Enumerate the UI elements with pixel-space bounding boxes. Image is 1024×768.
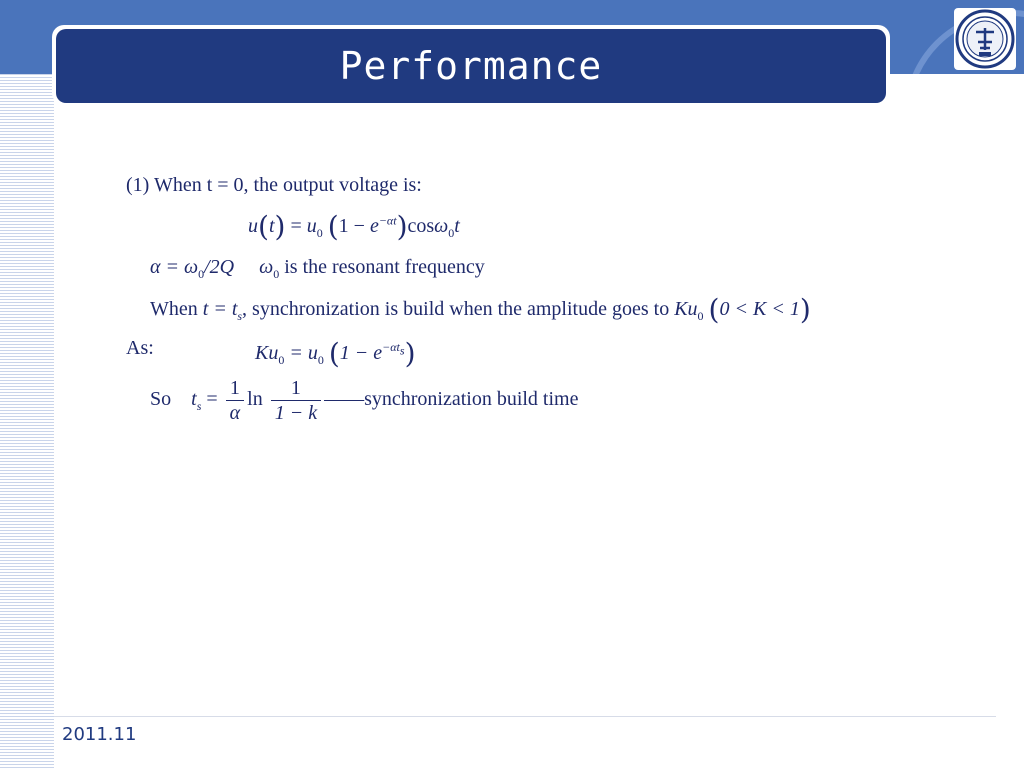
voltage-equation: $u(t) = u_0$ $(1 - e^{-\alpha t})\cos\omega_0t$ [248,210,460,243]
intro-line: (1) When t = 0, the output voltage is: [126,174,422,196]
synchronization-condition: When $t = t_s$, synchronization is build when the amplitude goes to $Ku_0$ (0 < K < 1) [150,293,811,326]
as-label: As: [126,337,154,359]
fraction-one-over-alpha: $\frac{1}{\alpha}$ [226,376,245,425]
build-time-equation: So $t_s$ = $\frac{1}{\alpha}$ ln $\frac{1}{1 - k}$ ——synchronization build time [150,377,579,424]
slide-title: Performance [339,44,603,88]
footer-divider [54,716,996,717]
amplitude-equation: $Ku_0 = u_0$ $(1 - e^{-\alpha t_s})$ [255,337,416,370]
footer-date: 2011.11 [62,724,137,745]
alpha-definition: $\alpha = \omega_0/2Q$ $\omega_0$ is the resonant frequency [150,256,485,281]
fraction-one-over-one-minus-k: $\frac{1}{1 - k}$ [271,376,321,425]
